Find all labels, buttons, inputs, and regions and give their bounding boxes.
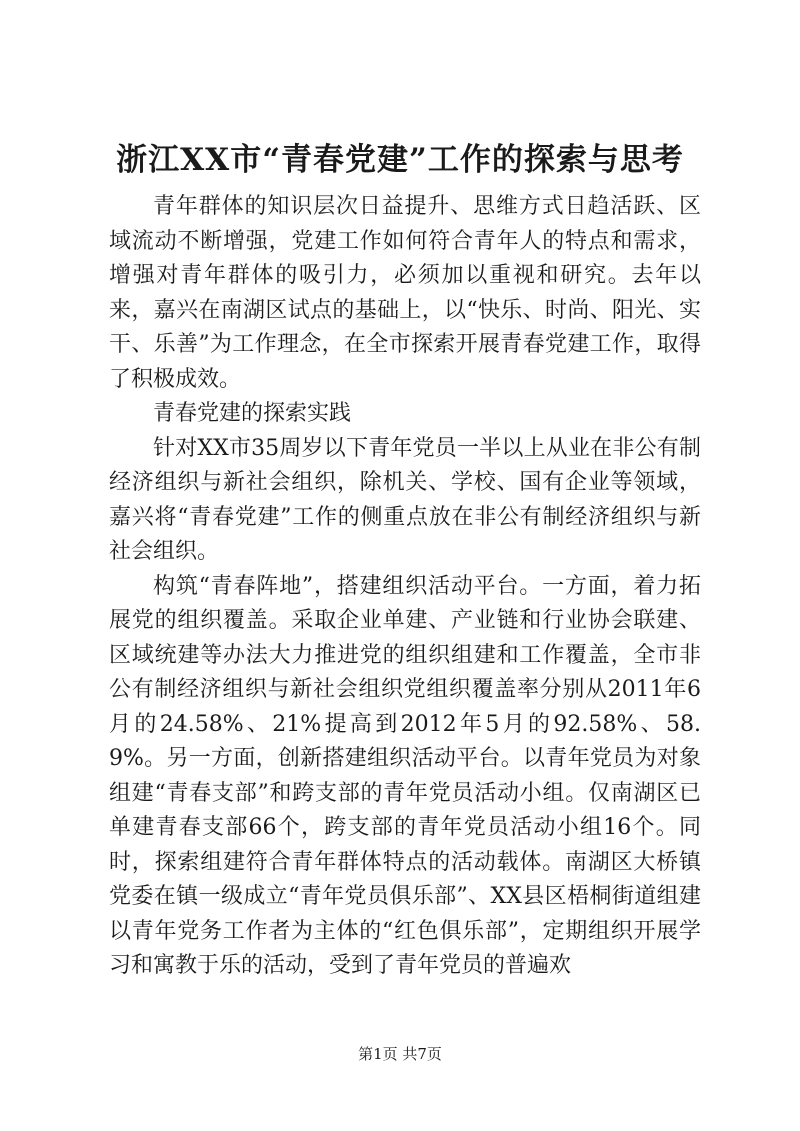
paragraph-youth-base: 构筑“青春阵地”，搭建组织活动平台。一方面，着力拓展党的组织覆盖。采取企业单建、产业链和行业协会联建、区域统建等办法大力推进党的组织组建和工作覆盖，全市非公有制经济组织与新社会组织党组织覆盖率分别从2011年6月的24.58%、21%提高到2012年5月的92.58%、58.9%。另一方面，创新搭建组织活动平台。以青年党员为对象组建“青春支部”和跨支部的青年党员活动小组。仅南湖区已单建青春支部66个，跨支部的青年党员活动小组16个。同时，探索组建符合青年群体特点的活动载体。南湖区大桥镇党委在镇一级成立“青年党员俱乐部”、XX县区梧桐街道组建以青年党务工作者为主体的“红色俱乐部”，定期组织开展学习和寓教于乐的活动，受到了青年党员的普遍欢 <box>109 573 701 978</box>
section-heading: 青春党建的探索实践 <box>153 401 352 426</box>
paragraph-intro: 青年群体的知识层次日益提升、思维方式日趋活跃、区域流动不断增强，党建工作如何符合青年人的特点和需求，增强对青年群体的吸引力，必须加以重视和研究。去年以来，嘉兴在南湖区试点的基础上，以“快乐、时尚、阳光、实干、乐善”为工作理念，在全市探索开展青春党建工作，取得了积极成效。 <box>109 194 701 392</box>
document-body <box>109 190 701 984</box>
paragraph-focus: 针对XX市35周岁以下青年党员一半以上从业在非公有制经济组织与新社会组织，除机关、学校、国有企业等领域，嘉兴将“青春党建”工作的侧重点放在非公有制经济组织与新社会组织。 <box>109 435 701 564</box>
page-number: 第1页 共7页 <box>358 1045 442 1063</box>
document-title: 浙江XX市“青春党建”工作的探索与思考 <box>116 142 684 178</box>
